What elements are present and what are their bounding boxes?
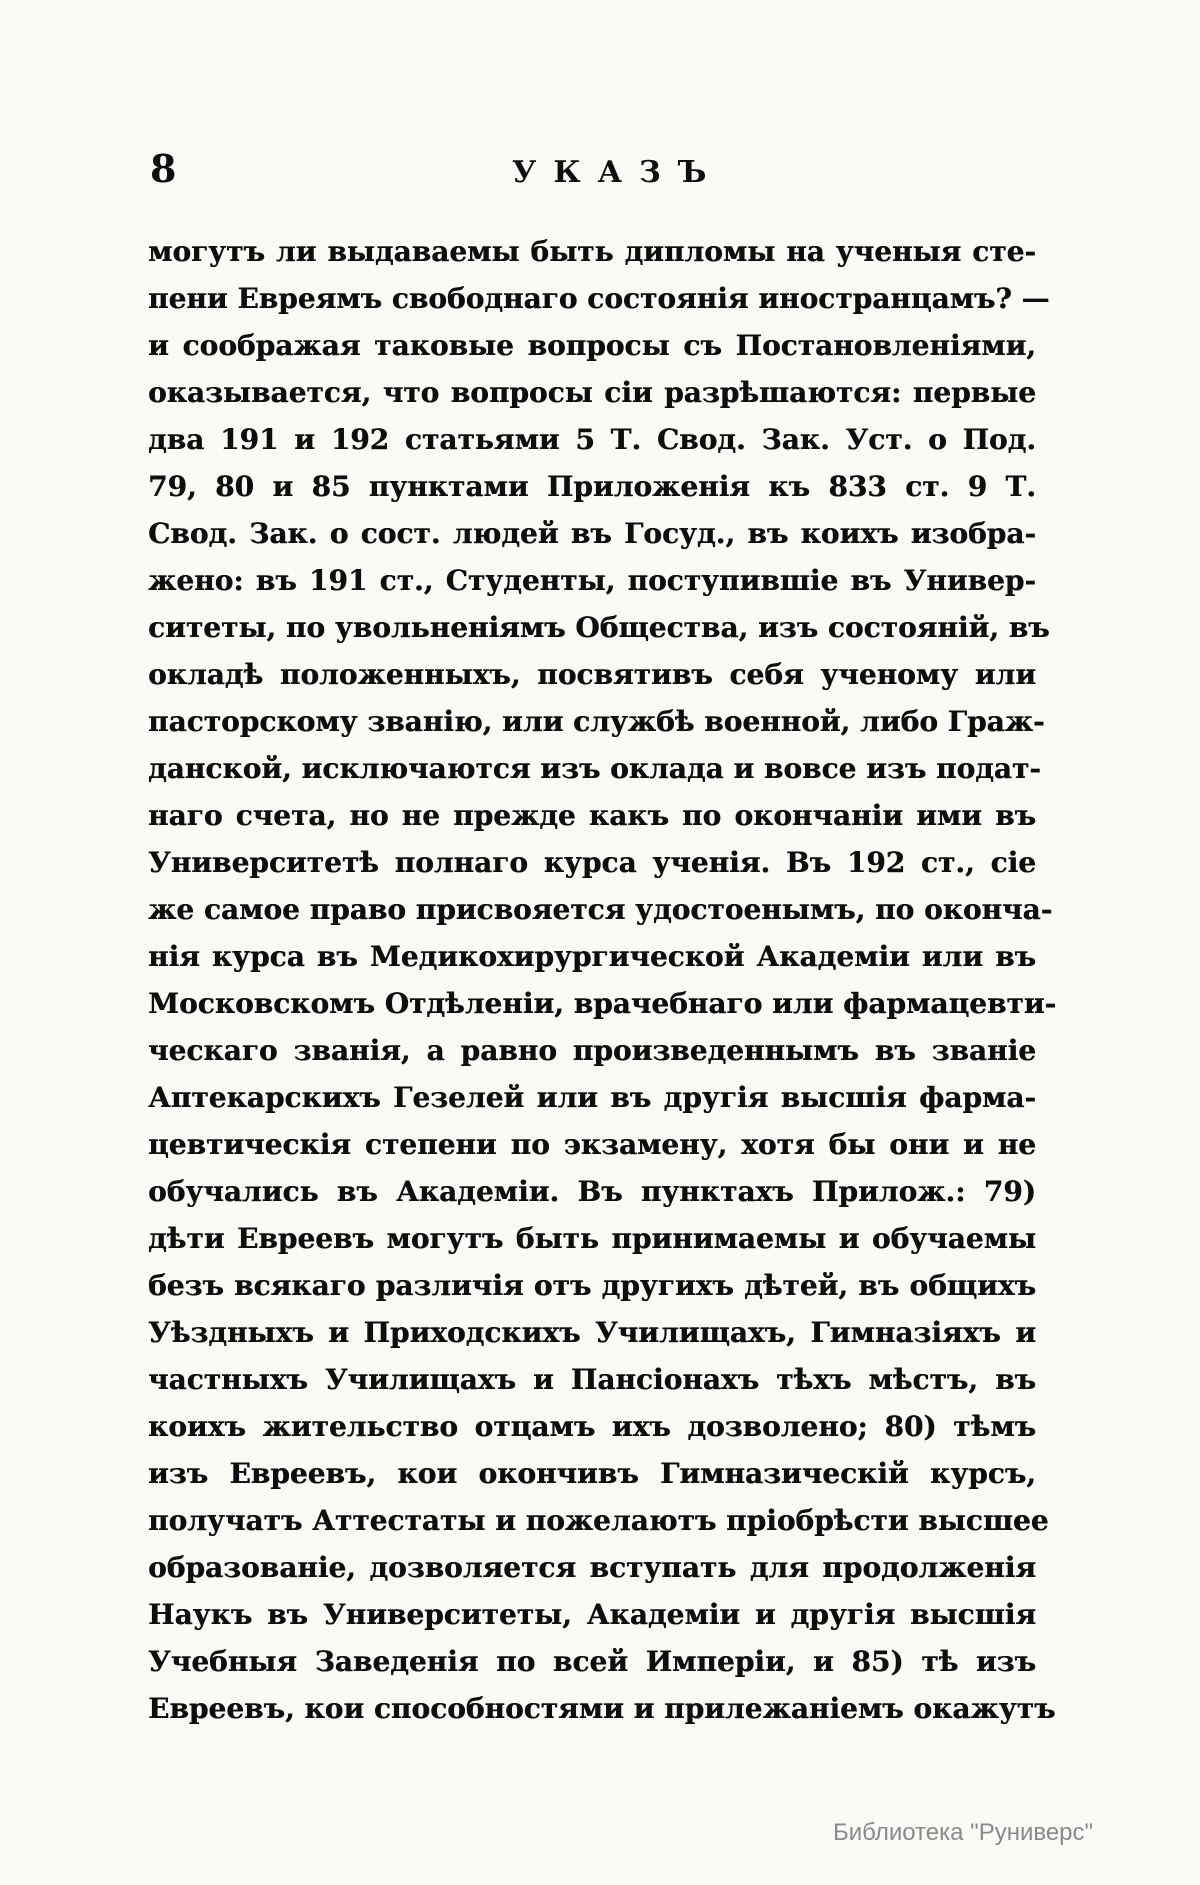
text-line: Учебныя Заведенія по всей Имперіи, и 85) тѣ изъ xyxy=(148,1645,1036,1678)
text-line: 79, 80 и 85 пунктами Приложенія къ 833 ст. 9 Т. xyxy=(148,470,1036,503)
text-line: оказывается, что вопросы сіи разрѣшаются: первые xyxy=(148,376,1036,409)
text-line: безъ всякаго различія отъ другихъ дѣтей, въ общихъ xyxy=(148,1269,1036,1302)
text-line: цевтическія степени по экзамену, хотя бы они и не xyxy=(148,1128,1036,1161)
text-line: Университетѣ полнаго курса ученія. Въ 192 ст., сіе xyxy=(148,846,1036,879)
text-line: два 191 и 192 статьями 5 Т. Свод. Зак. Уст. о Под. xyxy=(148,423,1036,456)
text-line: нія курса въ Медикохирургической Академіи или въ xyxy=(148,940,1036,973)
text-line: Аптекарскихъ Гезелей или въ другія высшія фарма- xyxy=(148,1081,1036,1114)
text-line: данской, исключаются изъ оклада и вовсе изъ подат- xyxy=(148,752,1041,785)
text-line: Наукъ въ Университеты, Академіи и другія высшія xyxy=(148,1598,1036,1631)
text-line: ситеты, по увольненіямъ Общества, изъ состояній, въ xyxy=(148,611,1050,644)
text-line: образованіе, дозволяется вступать для продолженія xyxy=(148,1551,1036,1584)
text-line: Свод. Зак. о сост. людей въ Госуд., въ коихъ изобра- xyxy=(148,517,1036,550)
text-line: получатъ Аттестаты и пожелаютъ пріобрѣсти высшее xyxy=(148,1504,1049,1537)
text-line: Евреевъ, кои способностями и прилежаніемъ окажутъ xyxy=(148,1692,1056,1725)
text-line: могутъ ли выдаваемы быть дипломы на ученыя сте- xyxy=(148,235,1036,268)
text-line: наго счета, но не прежде какъ по окончаніи ими въ xyxy=(148,799,1036,832)
text-line: частныхъ Училищахъ и Пансіонахъ тѣхъ мѣстъ, въ xyxy=(148,1363,1036,1396)
text-line: жено: въ 191 ст., Студенты, поступившіе въ Универ- xyxy=(148,564,1036,597)
text-line: же самое право присвояется удостоенымъ, по оконча- xyxy=(148,893,1053,926)
text-line: ческаго званія, а равно произведеннымъ въ званіе xyxy=(148,1034,1036,1067)
text-line: пени Евреямъ свободнаго состоянія иностранцамъ? — xyxy=(148,282,1050,315)
text-line: изъ Евреевъ, кои окончивъ Гимназическій курсъ, xyxy=(148,1457,1036,1490)
runivers-watermark: Библиотека "Руниверс" xyxy=(833,1819,1094,1846)
text-line: и соображая таковые вопросы съ Постановленіями, xyxy=(148,329,1036,362)
text-line: дѣти Евреевъ могутъ быть принимаемы и обучаемы xyxy=(148,1222,1036,1255)
text-line: обучались въ Академіи. Въ пунктахъ Прилож.: 79) xyxy=(148,1175,1036,1208)
text-line: пасторскому званію, или службѣ военной, либо Граж- xyxy=(148,705,1045,738)
text-line: окладѣ положенныхъ, посвятивъ себя ученому или xyxy=(148,658,1036,691)
page-header-title: УКАЗЪ xyxy=(512,155,724,190)
document-text xyxy=(148,228,1057,1732)
text-line: коихъ жительство отцамъ ихъ дозволено; 80) тѣмъ xyxy=(148,1410,1036,1443)
text-line: Уѣздныхъ и Приходскихъ Училищахъ, Гимназіяхъ и xyxy=(148,1316,1036,1349)
text-line: Московскомъ Отдѣленіи, врачебнаго или фармацевти- xyxy=(148,987,1057,1020)
page-number: 8 xyxy=(150,146,177,191)
